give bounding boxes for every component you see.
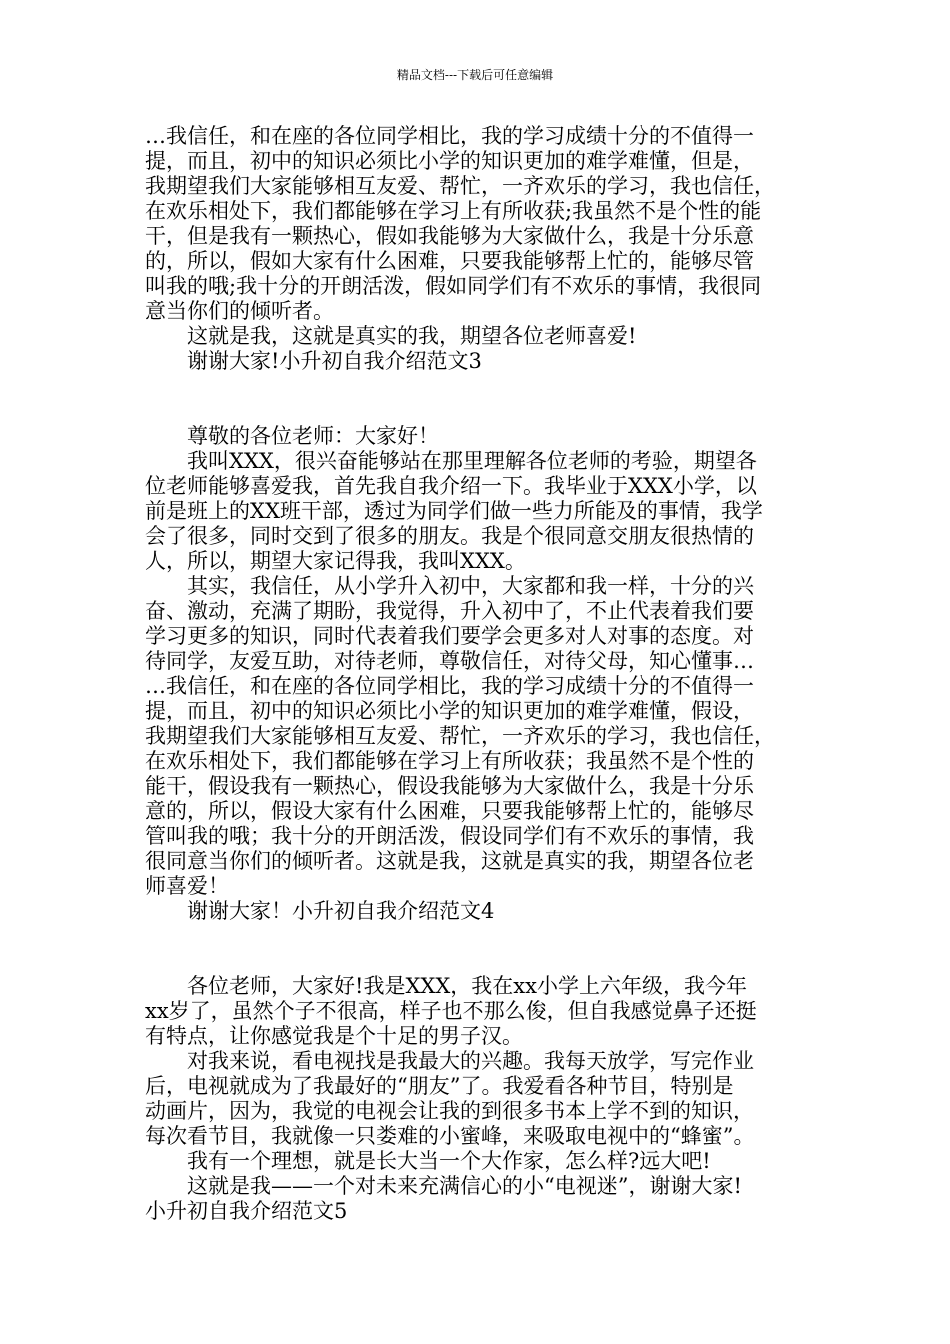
text-line: 奋、激动，充满了期盼，我觉得，升入初中了，不止代表着我们要 xyxy=(145,599,754,623)
text-line: 师喜爱！ xyxy=(145,874,229,898)
text-line: 这就是我——一个对未来充满信心的小“电视迷”，谢谢大家! xyxy=(145,1174,742,1198)
text-line: 在欢乐相处下，我们都能够在学习上有所收获；我虽然不是个性的 xyxy=(145,749,754,773)
text-line: 很同意当你们的倾听者。这就是我，这就是真实的我，期望各位老 xyxy=(145,849,754,873)
text-line: 能干，假设我有一颗热心，假设我能够为大家做什么，我是十分乐 xyxy=(145,774,754,798)
text-line: 我期望我们大家能够相互友爱、帮忙，一齐欢乐的学习，我也信任， xyxy=(145,724,775,748)
text-line: 前是班上的XX班干部，透过为同学们做一些力所能及的事情，我学 xyxy=(145,499,763,523)
text-line: 动画片，因为，我觉的电视会让我的到很多书本上学不到的知识， xyxy=(145,1099,754,1123)
blank-line xyxy=(145,924,805,949)
text-line: 干，但是我有一颗热心，假如我能够为大家做什么，我是十分乐意 xyxy=(145,224,754,248)
blank-line xyxy=(145,374,805,399)
page-header: 精品文档---下载后可任意编辑 xyxy=(396,68,554,82)
text-line: 我期望我们大家能够相互友爱、帮忙，一齐欢乐的学习，我也信任， xyxy=(145,174,775,198)
text-line: 其实，我信任，从小学升入初中，大家都和我一样，十分的兴 xyxy=(145,574,754,598)
text-line: 谢谢大家！小升初自我介绍范文4 xyxy=(145,899,495,923)
text-line: 人，所以，期望大家记得我，我叫XXX。 xyxy=(145,549,526,573)
text-line: 位老师能够喜爱我，首先我自我介绍一下。我毕业于XXX小学，以 xyxy=(145,474,757,498)
text-line: 有特点，让你感觉我是个十足的男子汉。 xyxy=(145,1024,523,1048)
text-line: 提，而且，初中的知识必须比小学的知识更加的难学难懂，但是， xyxy=(145,149,754,173)
text-line: 意的，所以，假设大家有什么困难，只要我能够帮上忙的，能够尽 xyxy=(145,799,754,823)
text-line: 的，所以，假如大家有什么困难，只要我能够帮上忙的，能够尽管 xyxy=(145,249,754,273)
text-line: 每次看节目，我就像一只娄难的小蜜峰，来吸取电视中的“蜂蜜”。 xyxy=(145,1124,755,1148)
text-line: 意当你们的倾听者。 xyxy=(145,299,334,323)
blank-line xyxy=(145,949,805,974)
text-line: 我有一个理想，就是长大当一个大作家，怎么样?远大吧! xyxy=(145,1149,711,1173)
text-line: 我叫XXX，很兴奋能够站在那里理解各位老师的考验，期望各 xyxy=(145,449,757,473)
text-line: 待同学，友爱互助，对待老师，尊敬信任，对待父母，知心懂事… xyxy=(145,649,754,673)
text-line: 谢谢大家!小升初自我介绍范文3 xyxy=(145,349,482,373)
document-body xyxy=(145,124,805,1224)
text-line: 在欢乐相处下，我们都能够在学习上有所收获;我虽然不是个性的能 xyxy=(145,199,762,223)
text-line: 对我来说，看电视找是我最大的兴趣。我每天放学，写完作业 xyxy=(145,1049,754,1073)
text-line: 小升初自我介绍范文5 xyxy=(145,1199,348,1223)
blank-line xyxy=(145,399,805,424)
text-line: …我信任，和在座的各位同学相比，我的学习成绩十分的不值得一 xyxy=(145,674,754,698)
text-line: 会了很多，同时交到了很多的朋友。我是个很同意交朋友很热情的 xyxy=(145,524,754,548)
text-line: …我信任，和在座的各位同学相比，我的学习成绩十分的不值得一 xyxy=(145,124,754,148)
text-line: 各位老师，大家好!我是XXX，我在xx小学上六年级，我今年 xyxy=(145,974,747,998)
text-line: 后，电视就成为了我最好的“朋友”了。我爱看各种节目，特别是 xyxy=(145,1074,734,1098)
text-line: 尊敬的各位老师：大家好！ xyxy=(145,424,439,448)
text-line: 学习更多的知识，同时代表着我们要学会更多对人对事的态度。对 xyxy=(145,624,754,648)
text-line: 叫我的哦;我十分的开朗活泼，假如同学们有不欢乐的事情，我很同 xyxy=(145,274,762,298)
text-line: 这就是我，这就是真实的我，期望各位老师喜爱! xyxy=(145,324,637,348)
text-line: 提，而且，初中的知识必须比小学的知识更加的难学难懂，假设， xyxy=(145,699,754,723)
text-line: xx岁了，虽然个子不很高，样子也不那么俊，但自我感觉鼻子还挺 xyxy=(145,999,757,1023)
text-line: 管叫我的哦；我十分的开朗活泼，假设同学们有不欢乐的事情，我 xyxy=(145,824,754,848)
